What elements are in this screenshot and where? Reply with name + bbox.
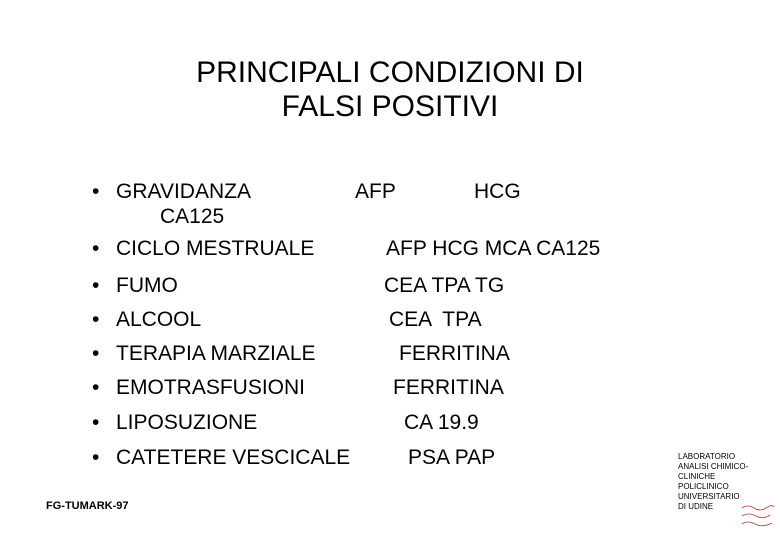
bullet-icon: • — [92, 180, 100, 203]
bullet-icon: • — [92, 446, 100, 469]
bullet-icon: • — [92, 376, 100, 399]
credit-line: ANALISI CHIMICO- — [678, 462, 749, 471]
credit-line: UNIVERSITARIO — [678, 492, 740, 501]
condition-label: FUMO — [116, 274, 178, 297]
marker-label: CA 19.9 — [404, 411, 479, 434]
bullet-icon: • — [92, 342, 100, 365]
credit-line: POLICLINICO — [678, 482, 729, 491]
condition-label: EMOTRASFUSIONI — [116, 376, 306, 399]
marker-label: CEA TPA TG — [384, 274, 505, 297]
bullet-icon: • — [92, 308, 100, 331]
marker-label: CEA TPA — [389, 308, 482, 331]
bullet-icon: • — [92, 237, 100, 260]
marker-label: FERRITINA — [399, 342, 510, 365]
signature-stamp-icon — [740, 503, 776, 532]
condition-label: CATETERE VESCICALE — [116, 446, 351, 469]
condition-label: LIPOSUZIONE — [116, 411, 258, 434]
marker-label: AFP HCG MCA CA125 — [386, 237, 601, 260]
credit-line: LABORATORIO — [678, 452, 736, 461]
marker-label: AFP — [355, 180, 396, 203]
marker-label: PSA PAP — [408, 446, 496, 469]
condition-label: TERAPIA MARZIALE — [116, 342, 316, 365]
title-line-1: PRINCIPALI CONDIZIONI DI — [196, 56, 584, 89]
marker-label: FERRITINA — [393, 376, 504, 399]
credit-line: DI UDINE — [678, 502, 714, 511]
condition-label: ALCOOL — [116, 308, 202, 331]
condition-label: CICLO MESTRUALE — [116, 237, 315, 260]
credit-line: CLINICHE — [678, 472, 716, 481]
condition-label: GRAVIDANZA — [116, 180, 251, 203]
laboratory-credit — [678, 452, 748, 512]
marker-label: CA125 — [160, 205, 225, 228]
marker-label: HCG — [474, 180, 521, 203]
footer-code: FG-TUMARK-97 — [46, 500, 129, 512]
title-line-2: FALSI POSITIVI — [281, 90, 499, 123]
bullet-icon: • — [92, 411, 100, 434]
bullet-icon: • — [92, 274, 100, 297]
